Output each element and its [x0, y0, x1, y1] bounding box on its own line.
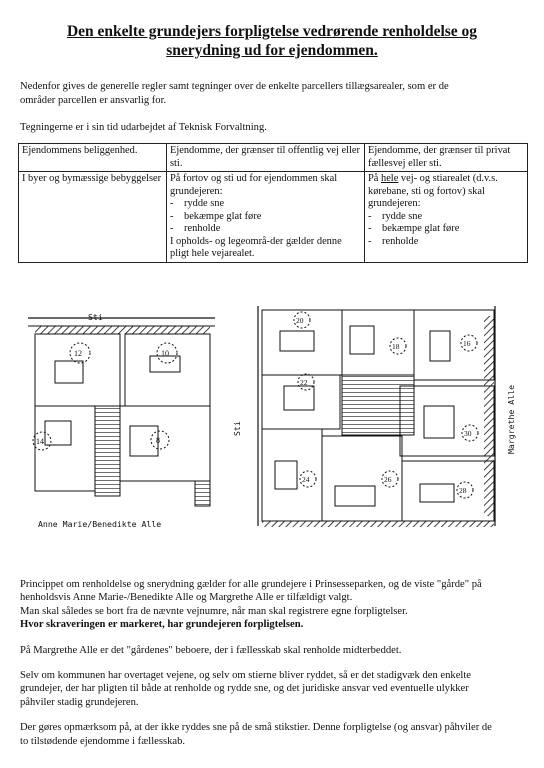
parcel-number: 28	[459, 486, 467, 495]
table-row	[19, 172, 528, 263]
plan-right	[258, 306, 495, 527]
public-intro: På fortov og sti ud for ejendommen skal grundejeren:	[170, 173, 338, 197]
title-line-1: Den enkelte grundejers forpligtelse vedrørende renholdelse og	[66, 23, 478, 40]
parcel-number: 26	[384, 475, 392, 484]
p4-line-2: to tilstødende ejendomme i fællesskab.	[20, 735, 186, 747]
private-intro: På hele vej- og stiarealet (d.v.s. kørebane, sti og fortov) skal grundejeren:	[368, 173, 498, 209]
parcel-number: 18	[392, 342, 400, 351]
left-path-label: Sti	[88, 312, 103, 322]
list-item: - renholde	[368, 235, 419, 247]
middle-path-label: Sti	[232, 421, 242, 436]
list-item: - bekæmpe glat føre	[170, 210, 262, 222]
header-private-road: Ejendomme, der grænser til privat fællesvej eller sti.	[365, 144, 528, 172]
p3-line-3: påhviler stadig grundejeren.	[20, 696, 139, 708]
drawing-source-note: Tegningerne er i sin tid udarbejdet af Teknisk Forvaltning.	[20, 122, 267, 133]
header-location: Ejendommens beliggenhed.	[19, 144, 167, 172]
table-header-row	[19, 144, 528, 172]
p1-line-3: Man skal således se bort fra de nævnte vejnumre, når man skal registrere egne forpligtelser.	[20, 605, 408, 617]
document-title	[22, 22, 522, 60]
parcel-number: 10	[161, 349, 169, 358]
p1-line-2: henholdsvis Anne Marie-/Benedikte Alle og Margrethe Alle er tilfældigt valgt.	[20, 592, 353, 604]
parcel-number: 22	[300, 378, 308, 387]
p3-line-1: Selv om kommunen har overtaget vejene, og selv om stierne bliver ryddet, så er det stadigvæk den enkelte	[20, 670, 471, 682]
intro-line-1: Nedenfor gives de generelle regler samt tegninger over de enkelte parcellers tillægsarealer, som er de	[20, 81, 449, 92]
paragraph-margrethe: På Margrethe Alle er det "gårdenes" beboere, der i fællesskab skal renholde midterbeddet.	[20, 644, 402, 656]
intro-paragraph	[20, 80, 525, 107]
parcel-number: 14	[36, 437, 44, 446]
left-street-caption: Anne Marie/Benedikte Alle	[38, 519, 162, 529]
list-item: - bekæmpe glat føre	[368, 223, 460, 234]
parcel-number: 16	[463, 339, 471, 348]
public-note: I opholds- og legeområ-der gælder denne pligt hele vejarealet.	[170, 235, 342, 259]
parcel-number: 8	[156, 436, 160, 445]
paragraph-principle	[20, 578, 525, 632]
plan-left	[28, 312, 215, 529]
list-item: - renholde	[170, 223, 221, 234]
p3-line-2: grundejer, der har pligten til både at renholde og rydde sne, og det juridiske ansvar ved eventuelle ulykker	[20, 683, 469, 695]
explanation-text	[20, 578, 525, 748]
paragraph-stikstier	[20, 721, 525, 748]
parcel-number: 24	[302, 475, 310, 484]
rules-table	[18, 143, 528, 263]
p1-line-1: Princippet om renholdelse og snerydning gælder for alle grundejere i Prinsesseparken, og de viste "gårde" på	[20, 579, 482, 590]
cell-public-duties	[167, 172, 365, 263]
list-item: - rydde sne	[368, 210, 423, 222]
list-item: - rydde sne	[170, 198, 225, 209]
site-plan-drawings	[0, 296, 544, 566]
title-line-2: snerydning ud for ejendommen.	[166, 42, 378, 59]
header-public-road: Ejendomme, der grænser til offentlig vej eller sti.	[167, 144, 365, 172]
p1-bold-line: Hvor skraveringen er markeret, har grundejeren forpligtelsen.	[20, 619, 304, 631]
intro-line-2: områder parcellen er ansvarlig for.	[20, 94, 167, 106]
cell-location: I byer og bymæssige bebyggelser	[19, 172, 167, 263]
parcel-number: 12	[74, 349, 82, 358]
parcel-number: 30	[464, 429, 472, 438]
paragraph-responsibility	[20, 669, 525, 709]
parcel-number: 20	[296, 316, 304, 325]
p4-line-1: Der gøres opmærksom på, at der ikke ryddes sne på de små stikstier. Denne forpligtelse (og ansvar) påhviler de	[20, 722, 492, 734]
right-street-label: Margrethe Alle	[506, 384, 516, 454]
cell-private-duties	[365, 172, 528, 263]
